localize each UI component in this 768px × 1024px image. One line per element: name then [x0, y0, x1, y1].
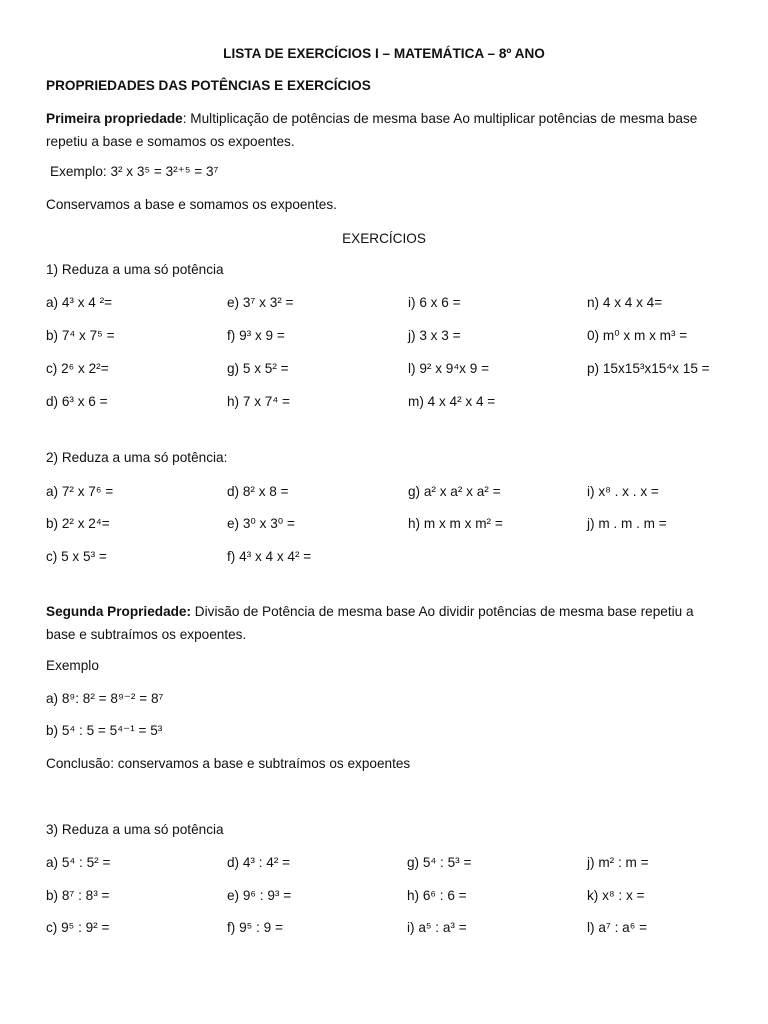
- first-property-example: Exemplo: 3² x 3⁵ = 3²⁺⁵ = 3⁷: [50, 164, 219, 179]
- exercise-row: [0, 920, 768, 938]
- exercise-row: [0, 328, 768, 346]
- exercise-item: k) x⁸ : x =: [587, 888, 645, 903]
- exercise-row: [0, 855, 768, 873]
- exercise-2-heading: 2) Reduza a uma só potência:: [46, 450, 228, 465]
- exercise-row: [0, 549, 768, 567]
- exercise-item: a) 5⁴ : 5² =: [46, 855, 111, 870]
- exercise-item: e) 9⁶ : 9³ =: [227, 888, 292, 903]
- exercise-item: p) 15x15³x15⁴x 15 =: [587, 361, 710, 376]
- exercise-item: c) 2⁶ x 2²=: [46, 361, 109, 376]
- page-title: LISTA DE EXERCÍCIOS I – MATEMÁTICA – 8º ANO: [223, 46, 545, 61]
- exercise-item: d) 8² x 8 =: [227, 484, 289, 499]
- exercise-item: l) a⁷ : a⁶ =: [587, 920, 648, 935]
- exercise-item: a) 7² x 7⁶ =: [46, 484, 114, 499]
- exercise-item: a) 4³ x 4 ²=: [46, 295, 113, 310]
- exercise-row: [0, 295, 768, 313]
- exercise-item: b) 7⁴ x 7⁵ =: [46, 328, 115, 343]
- exercise-row: [0, 361, 768, 379]
- exercise-item: i) 6 x 6 =: [408, 295, 461, 310]
- exercise-item: h) m x m x m² =: [408, 516, 503, 531]
- exercise-item: i) x⁸ . x . x =: [587, 484, 659, 499]
- exercise-row: [0, 888, 768, 906]
- second-property-label: Segunda Propriedade:: [46, 604, 192, 619]
- exercise-item: d) 6³ x 6 =: [46, 394, 108, 409]
- section-subtitle: PROPRIEDADES DAS POTÊNCIAS E EXERCÍCIOS: [46, 78, 371, 93]
- exercise-1-heading: 1) Reduza a uma só potência: [46, 262, 224, 277]
- exercise-row: [0, 484, 768, 502]
- exercise-item: n) 4 x 4 x 4=: [587, 295, 663, 310]
- exercise-item: g) 5⁴ : 5³ =: [407, 855, 472, 870]
- exercise-item: l) 9² x 9⁴x 9 =: [408, 361, 490, 376]
- exercise-row: [0, 516, 768, 534]
- exercise-item: e) 3⁰ x 3⁰ =: [227, 516, 295, 531]
- exercise-item: e) 3⁷ x 3² =: [227, 295, 294, 310]
- second-property-example-a: a) 8⁹: 8² = 8⁹⁻² = 8⁷: [46, 691, 164, 706]
- exercise-item: f) 9³ x 9 =: [227, 328, 285, 343]
- second-property-example-b: b) 5⁴ : 5 = 5⁴⁻¹ = 5³: [46, 723, 163, 738]
- exercise-item: j) m . m . m =: [587, 516, 667, 531]
- exercise-item: h) 6⁶ : 6 =: [407, 888, 467, 903]
- exercise-item: f) 9⁵ : 9 =: [227, 920, 283, 935]
- second-property-paragraph: [46, 600, 726, 646]
- exercise-item: j) m² : m =: [587, 855, 649, 870]
- exercise-item: c) 5 x 5³ =: [46, 549, 107, 564]
- exercise-item: g) 5 x 5² =: [227, 361, 289, 376]
- exercise-item: i) a⁵ : a³ =: [407, 920, 467, 935]
- exercise-item: f) 4³ x 4 x 4² =: [227, 549, 312, 564]
- first-property-label: Primeira propriedade: [46, 111, 183, 126]
- first-property-text: : Multiplicação de potências de mesma base Ao multiplicar potências de mesma base repetiu a base e somamos os expoentes.: [46, 111, 698, 149]
- exercise-item: c) 9⁵ : 9² =: [46, 920, 110, 935]
- first-property-paragraph: [46, 107, 726, 153]
- exercise-item: d) 4³ : 4² =: [227, 855, 291, 870]
- exercise-3-heading: 3) Reduza a uma só potência: [46, 822, 224, 837]
- exercise-item: b) 2² x 2⁴=: [46, 516, 110, 531]
- exercise-item: g) a² x a² x a² =: [408, 484, 501, 499]
- exercise-item: 0) m⁰ x m x m³ =: [587, 328, 688, 343]
- exercise-item: h) 7 x 7⁴ =: [227, 394, 290, 409]
- exercise-item: m) 4 x 4² x 4 =: [408, 394, 496, 409]
- second-property-example-heading: Exemplo: [46, 658, 99, 673]
- exercise-item: j) 3 x 3 =: [408, 328, 461, 343]
- second-property-conclusion: Conclusão: conservamos a base e subtraímos os expoentes: [46, 756, 411, 771]
- second-property-text: Divisão de Potência de mesma base Ao dividir potências de mesma base repetiu a base e subtraímos os expoentes.: [46, 604, 694, 642]
- first-property-note: Conservamos a base e somamos os expoentes.: [46, 197, 337, 212]
- exercise-item: b) 8⁷ : 8³ =: [46, 888, 110, 903]
- exercises-heading: EXERCÍCIOS: [342, 231, 426, 246]
- exercise-row: [0, 394, 768, 412]
